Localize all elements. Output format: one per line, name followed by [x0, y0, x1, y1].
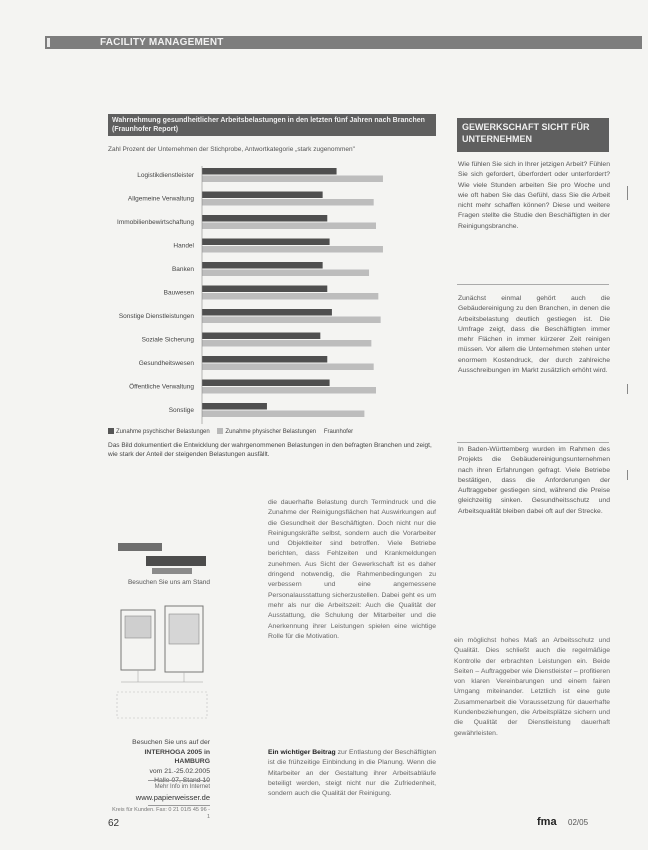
category-label: Handel — [173, 242, 194, 250]
ad-fair-intro: Besuchen Sie uns auf der — [132, 739, 210, 746]
bar-psychisch — [202, 215, 327, 222]
category-label: Bauwesen — [163, 289, 194, 297]
ad-fair-name: INTERHOGA 2005 in HAMBURG — [144, 748, 210, 765]
scan-mark — [627, 186, 628, 200]
section-title: FACILITY MANAGEMENT — [100, 37, 224, 48]
legend-swatch-psychisch — [108, 428, 114, 434]
bar-physisch — [202, 340, 371, 347]
bar-psychisch — [202, 356, 327, 363]
scan-mark — [627, 470, 628, 480]
body-paragraph — [268, 748, 436, 799]
bar-psychisch — [202, 333, 320, 340]
bar-psychisch — [202, 239, 330, 246]
sidebar-paragraph-1: Wie fühlen Sie sich in Ihrer jetzigen Arbeit? Fühlen Sie sich gefordert, überfordert oder unterfordert? Wie viele Stunden arbeiten Sie pro Woche und wie oft haben Sie das Gefühl, dass Sie die Arbeit nicht mehr schaffen können? Diese und weitere Fragen stellte die Studie den Beschäftigten in der Reinigungsbranche. — [458, 161, 610, 230]
bar-psychisch — [202, 309, 332, 316]
bar-psychisch — [202, 380, 330, 387]
bar-psychisch — [202, 192, 323, 199]
category-label: Sonstige Dienstleistungen — [118, 313, 194, 320]
chart-subtitle: Zahl Prozent der Unternehmen der Stichprobe, Antwortkategorie „stark zugenommen" — [108, 146, 355, 153]
ad-logo-bar — [152, 568, 192, 574]
sidebar-divider — [457, 442, 609, 443]
ad-logo-bar — [146, 556, 206, 566]
sidebar-divider — [457, 284, 609, 285]
legend-swatch-physisch — [217, 428, 223, 434]
ad-logo-bar — [118, 543, 162, 551]
bar-psychisch — [202, 403, 267, 410]
paragraph-lead: Ein wichtiger Beitrag — [268, 749, 336, 756]
magazine-brand: fma — [537, 816, 557, 828]
body-paragraph: die dauerhafte Belastung durch Termindruck und die Zunahme der Reinigungsflächen hat Auswirkungen auf die Gesundheit der Beschäftigten. Doch nicht nur die Reinigungskräfte selbst, sondern auch die Vorarbeiter und Objektleiter sind betroffen. Viele Betriebe berichten, dass Fehlzeiten und Krankmeldungen zunehmen. Aus Sicht der Gewerkschaft ist es daher dringend notwendig, die Rahmenbedingungen zu verbessern und eine angemessene Personalausstattung sicherzustellen. Dabei geht es um mehr als nur die Arbeitszeit: Auch die Qualität der Ausstattung, die Schulung der Mitarbeiter und die Anerkennung ihrer Leistungen spielen eine wichtige Rolle für die Motivation. — [268, 499, 436, 640]
bar-psychisch — [202, 262, 323, 269]
body-paragraph: ein möglichst hohes Maß an Arbeitsschutz und Qualität. Dies schließt auch die regelmäßige Kontrolle der erbrachten Leistungen ein. Beide Seiten – Auftraggeber wie Dienstleister – profitieren von klaren Vereinbarungen und einem fairen Umgang miteinander. Letztlich ist eine gute Zusammenarbeit die Voraussetzung für dauerhafte Kundenbeziehungen, die Arbeitsplätze sichern und die Qualität der Dienstleistung dauerhaft gewährleisten. — [454, 637, 610, 737]
bar-psychisch — [202, 286, 327, 293]
paragraph-text: zur Entlastung der Beschäftigten ist die frühzeitige Einbindung in die Planung. Wenn die Mitarbeiter an der Gestaltung ihrer Arbeitsabläufe beteiligt werden, steigt nicht nur die Zufriedenheit, sondern auch die Qualität der Reinigung. — [268, 749, 437, 798]
ad-fair-hall: Halle 07, Stand 10 — [154, 777, 210, 784]
category-label: Gesundheitswesen — [138, 360, 194, 367]
bar-physisch — [202, 176, 383, 183]
sidebar-title: GEWERKSCHAFT SICHT FÜR UNTERNEHMEN — [462, 122, 590, 144]
category-label: Öffentliche Verwaltung — [129, 383, 194, 391]
category-label: Allgemeine Verwaltung — [127, 195, 194, 203]
category-label: Immobilienbewirtschaftung — [117, 219, 194, 226]
sidebar-paragraph-2: Zunächst einmal gehört auch die Gebäudereinigung zu den Branchen, in denen die Arbeitsbelastung deutlich gestiegen ist. Die Umfrage zeigt, dass die Beschäftigten immer mehr Flächen in immer kürzerer Zeit reinigen müssen. Vor allem die Unternehmen stehen unter enormem Kostendruck, der durch zahlreiche Ausschreibungen im Markt zusätzlich erhöht wird. — [458, 295, 610, 375]
bar-physisch — [202, 411, 364, 418]
bar-physisch — [202, 364, 374, 371]
chart-legend — [108, 428, 446, 435]
ad-divider — [148, 780, 210, 781]
bar-physisch — [202, 293, 378, 300]
ad-url-link[interactable]: www.papierweisser.de — [135, 793, 210, 802]
ad-divider — [148, 805, 210, 806]
sidebar-paragraph-3: In Baden-Württemberg wurden im Rahmen des Projekts die Gebäudereinigungsunternehmen nach ihren Erfahrungen gefragt. Viele Betriebe bestätigen, dass die Anforderungen der Auftraggeber gestiegen sind, während die Preise gleichzeitig sinken. Gesundheitsschutz und Arbeitsqualität bleiben dabei oft auf der Strecke. — [458, 446, 610, 515]
page-number: 62 — [108, 818, 120, 829]
bar-physisch — [202, 317, 381, 324]
scan-mark — [627, 384, 628, 394]
category-label: Soziale Sicherung — [141, 336, 194, 344]
legend-label-physisch: Zunahme physischer Belastungen — [225, 429, 317, 435]
issue-number: 02/05 — [568, 818, 589, 827]
bar-psychisch — [202, 168, 337, 175]
chart-title: Wahrnehmung gesundheitlicher Arbeitsbelastungen in den letzten fünf Jahren nach Branchen (Fraunhofer Report) — [112, 117, 425, 133]
category-label: Logistikdienstleister — [137, 172, 194, 179]
ad-fair-info — [112, 738, 210, 786]
header-marker — [47, 38, 50, 47]
ad-url-label: Mehr Info im Internet — [154, 784, 210, 790]
category-label: Banken — [171, 266, 194, 273]
ad-tagline: Besuchen Sie uns am Stand — [127, 579, 210, 586]
bar-physisch — [202, 199, 374, 206]
category-label: Sonstige — [168, 407, 194, 414]
chart-source: Fraunhofer — [323, 429, 354, 435]
bar-physisch — [202, 387, 376, 394]
bar-physisch — [202, 223, 376, 230]
ad-fair-dates: vom 21.-25.02.2005 — [149, 767, 210, 775]
bar-chart — [100, 162, 440, 424]
ad-footnote: Kreis für Kunden. Fax: 0 21 01/5 45 96 - 1 — [112, 807, 210, 820]
dispenser-illustration — [113, 600, 211, 730]
legend-label-psychisch: Zunahme psychischer Belastungen — [116, 429, 210, 435]
bar-physisch — [202, 246, 383, 253]
chart-note: Das Bild dokumentiert die Entwicklung der wahrgenommenen Belastungen in den befragten Branchen und zeigt, wie stark der Anteil der steigenden Belastungen ausfällt. — [108, 442, 432, 458]
bar-physisch — [202, 270, 369, 277]
